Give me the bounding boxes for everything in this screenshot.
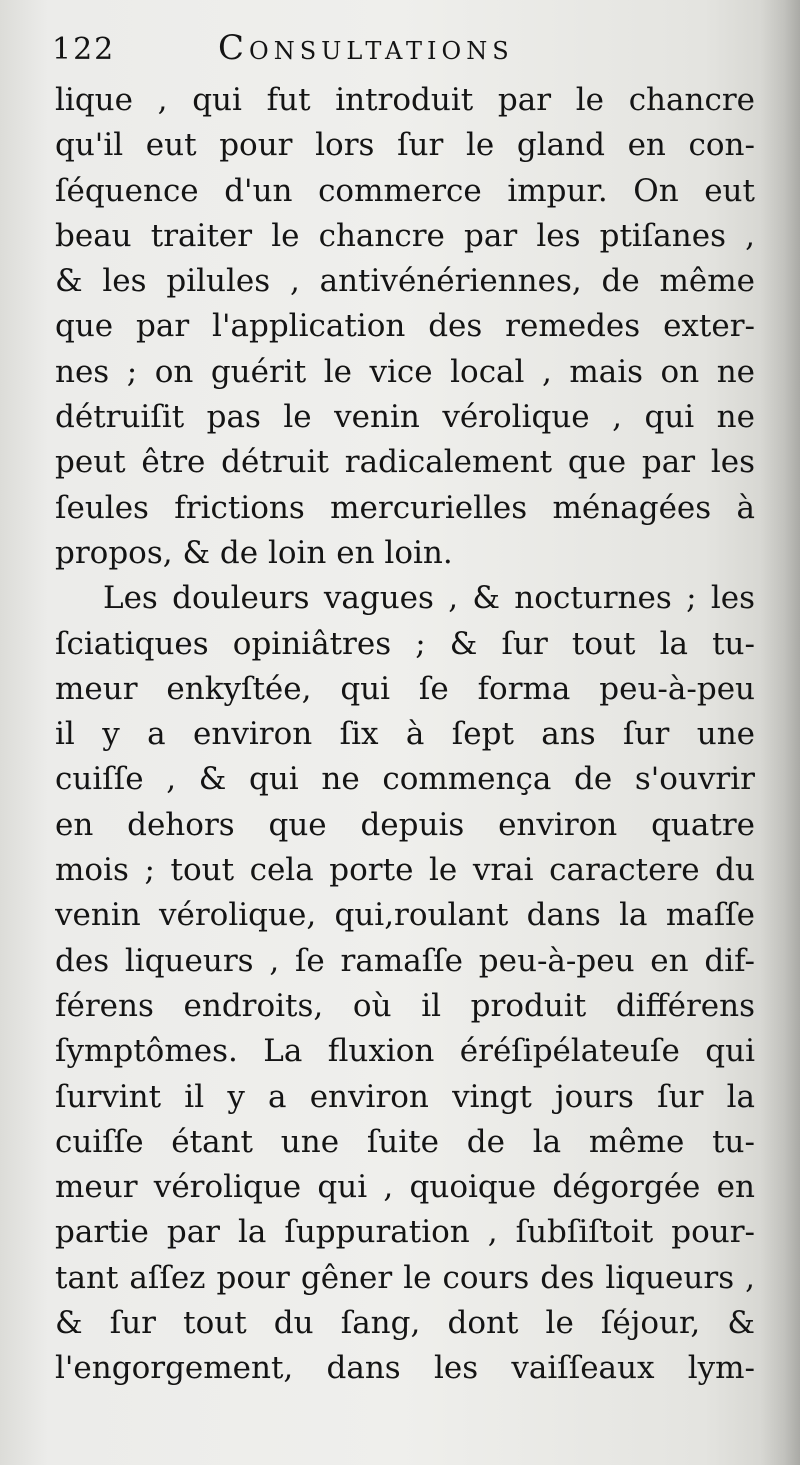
text-line: il y a environ ſix à ſept ans ſur une xyxy=(55,716,755,753)
text-line: lique , qui fut introduit par le chancre xyxy=(55,82,755,118)
paragraph-1 xyxy=(55,78,755,576)
running-title: Consultations xyxy=(218,28,514,68)
text-line: mois ; tout cela porte le vrai caractere du xyxy=(55,852,755,889)
text-line: meur vérolique qui , quoique dégorgée en xyxy=(55,1169,755,1206)
text-line: férens endroits, où il produit différens xyxy=(55,987,755,1024)
text-line: en dehors que depuis environ quatre xyxy=(55,806,755,843)
text-line: beau traiter le chancre par les ptiſanes , xyxy=(55,217,755,254)
text-line: & les pilules , antivénériennes, de même xyxy=(55,263,755,300)
text-line: partie par la ſuppuration , ſubſiſtoit pour- xyxy=(55,1214,755,1251)
text-line: Les douleurs vagues , & nocturnes ; les xyxy=(103,580,755,617)
page-header xyxy=(52,22,752,78)
text-line: détruiſit pas le venin vérolique , qui ne xyxy=(55,399,755,436)
text-line: ſymptômes. La fluxion éréſipélateuſe qui xyxy=(55,1033,755,1070)
text-line: meur enkyſtée, qui ſe forma peu-à-peu xyxy=(55,670,755,707)
text-line: peut être détruit radicalement que par les xyxy=(55,444,755,481)
text-line: ſéquence d'un commerce impur. On eut xyxy=(55,172,755,209)
text-line: nes ; on guérit le vice local , mais on ne xyxy=(55,353,755,390)
text-line: ſeules frictions mercurielles ménagées à xyxy=(55,489,755,526)
text-line: & ſur tout du ſang, dont le ſéjour, & xyxy=(55,1305,755,1342)
text-line: ſciatiques opiniâtres ; & ſur tout la tu- xyxy=(55,625,755,662)
page-gutter-shadow xyxy=(760,0,800,1465)
text-line: venin vérolique, qui,roulant dans la maſſe xyxy=(55,897,755,934)
text-line: ſurvint il y a environ vingt jours ſur la xyxy=(55,1078,755,1115)
paragraph-2 xyxy=(55,576,755,1391)
text-body xyxy=(55,78,755,1392)
text-line: propos, & de loin en loin. xyxy=(55,534,453,571)
text-line: qu'il eut pour lors ſur le gland en con- xyxy=(55,127,755,164)
text-line: l'engorgement, dans les vaiſſeaux lym- xyxy=(55,1350,755,1387)
text-line: cuiſſe étant une ſuite de la même tu- xyxy=(55,1123,755,1160)
text-line: des liqueurs , ſe ramaſſe peu-à-peu en dif- xyxy=(55,942,755,979)
text-line: que par l'application des remedes exter- xyxy=(55,308,755,345)
text-line: tant aſſez pour gêner le cours des liqueurs , xyxy=(55,1259,755,1296)
page-number: 122 xyxy=(52,32,116,67)
text-line: cuiſſe , & qui ne commença de s'ouvrir xyxy=(55,761,755,798)
